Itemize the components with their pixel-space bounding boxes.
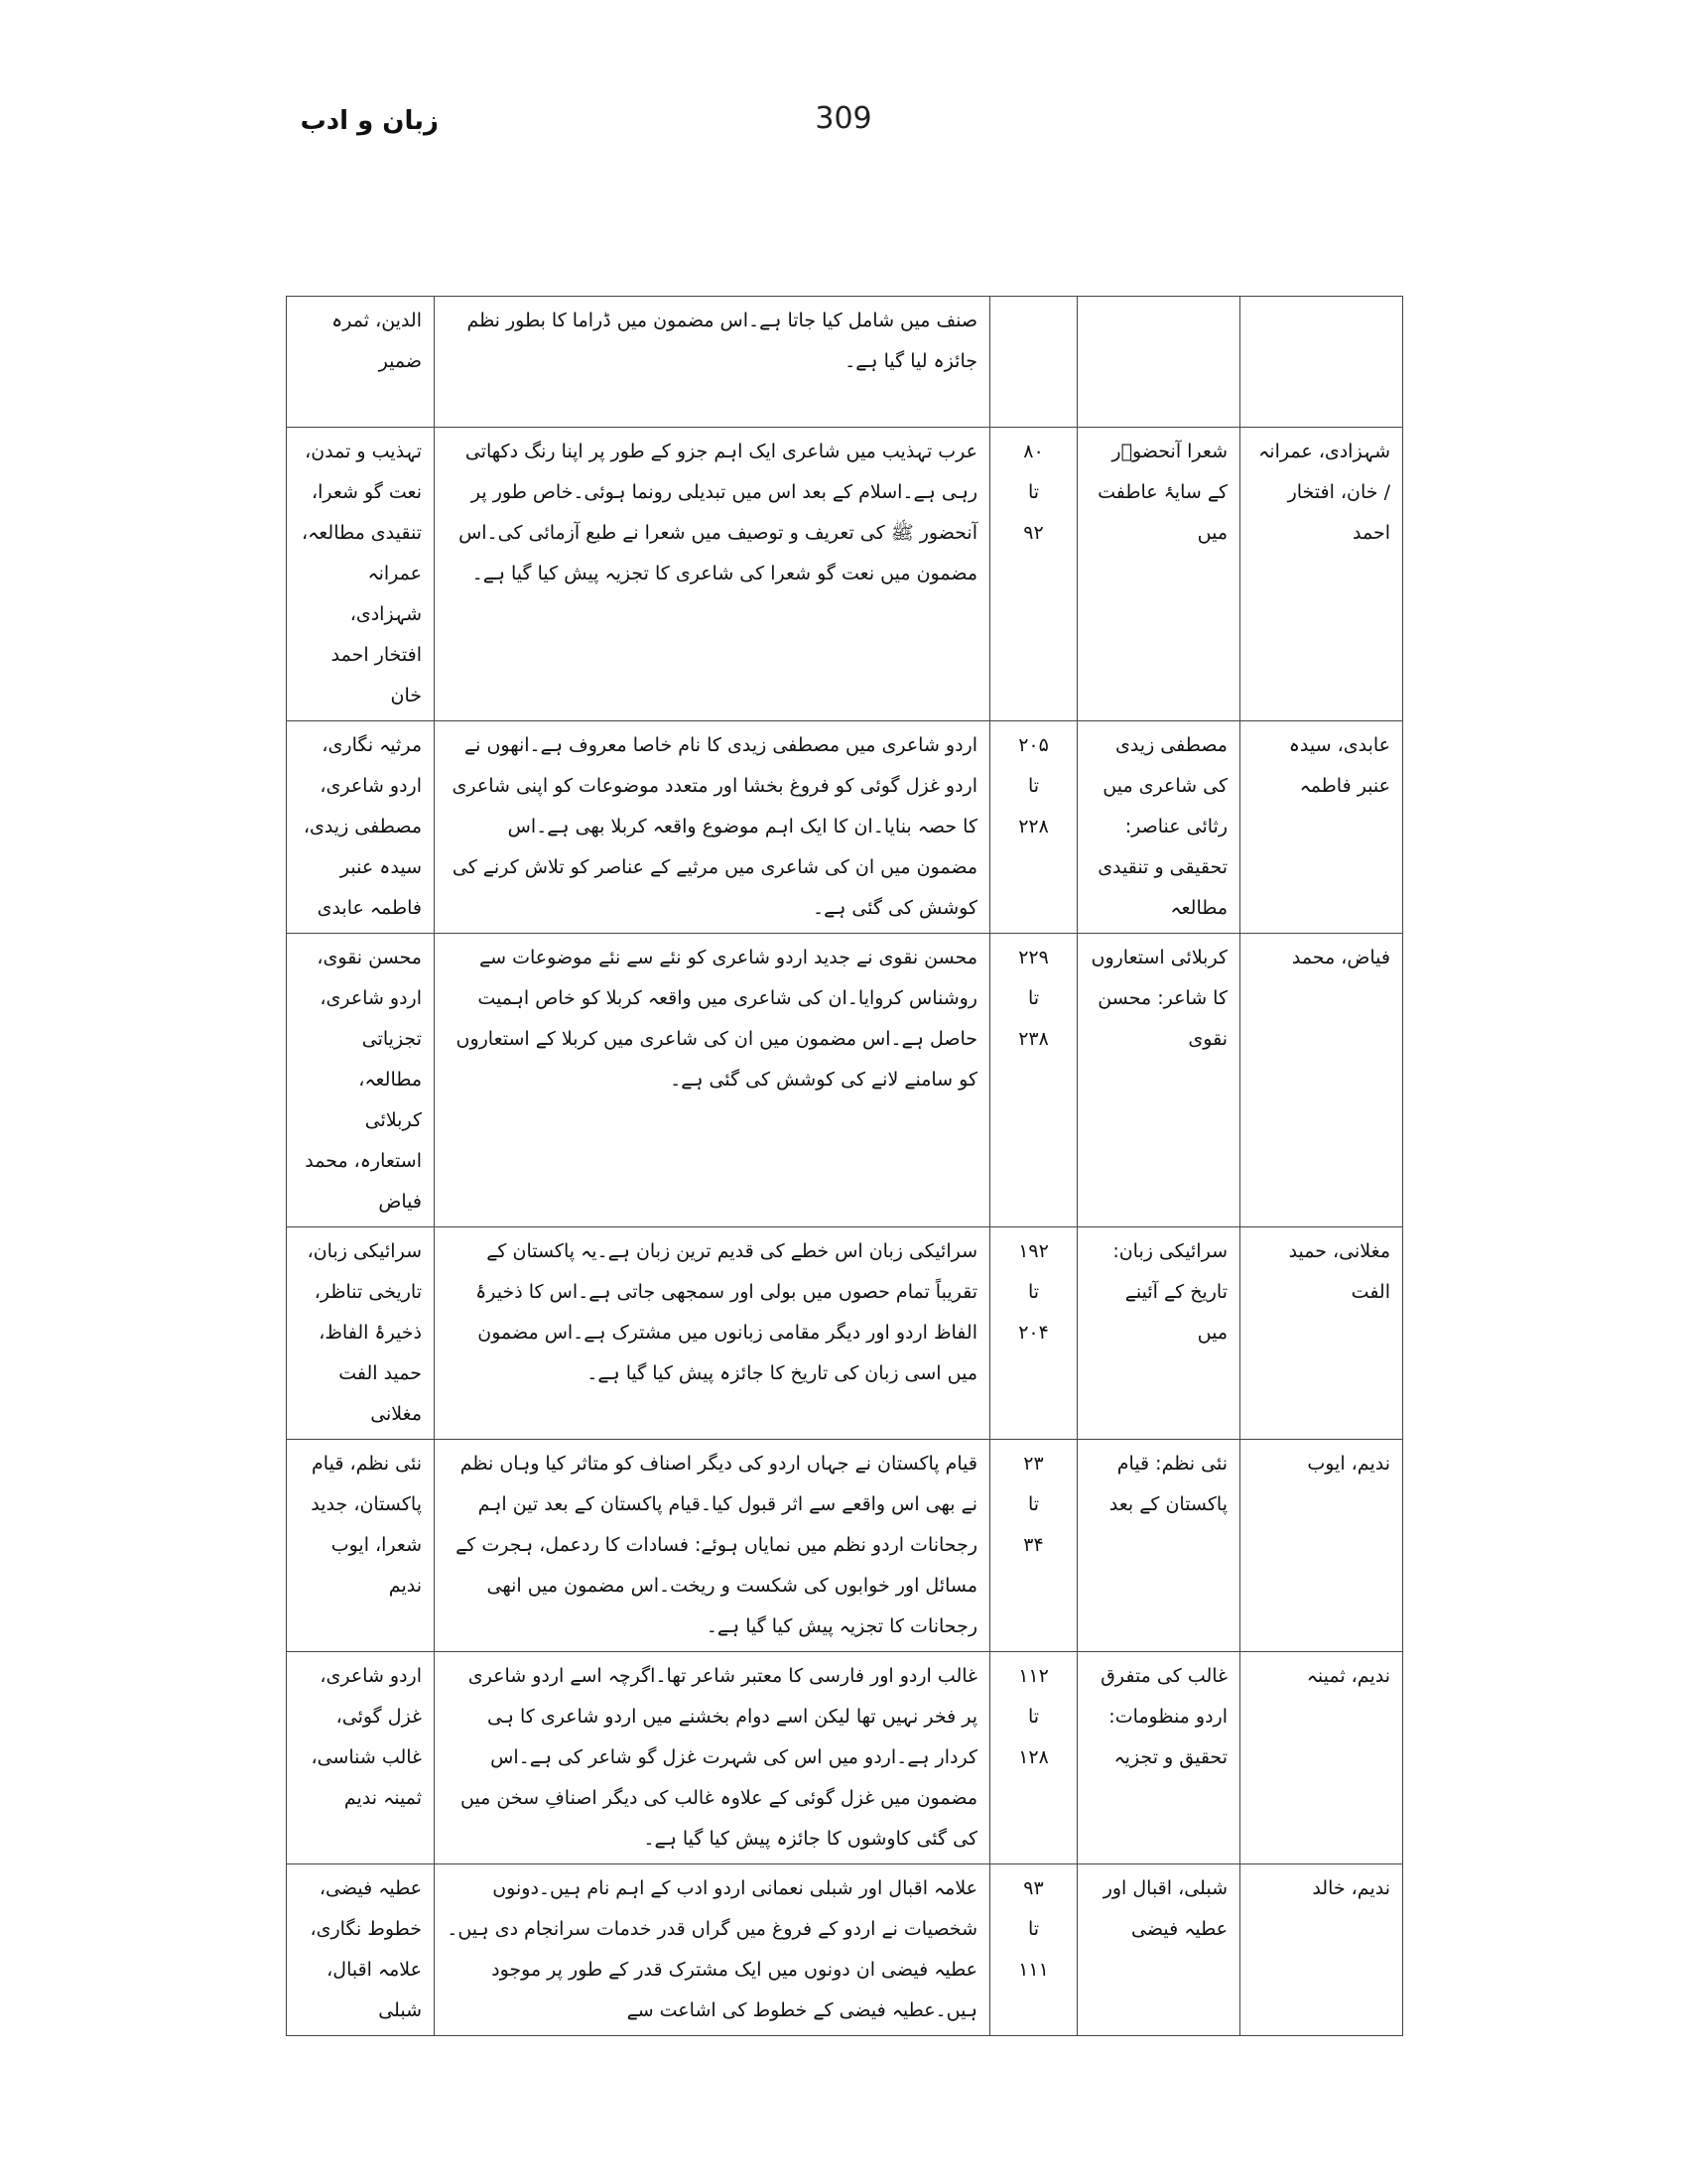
keywords-cell: الدین، ثمرہ ضمیر <box>287 297 435 428</box>
page-range-separator: تا <box>1027 775 1040 797</box>
keywords-cell: محسن نقوی، اردو شاعری، تجزیاتی مطالعہ، کربلائی استعارہ، محمد فیاض <box>287 934 435 1227</box>
page-range-separator: تا <box>1027 1281 1040 1303</box>
keywords-cell: عطیہ فیضی، خطوط نگاری، علامہ اقبال، شبلی <box>287 1864 435 2036</box>
title-cell <box>1078 297 1240 428</box>
keywords-cell: سرائیکی زبان، تاریخی تناظر، ذخیرۂ الفاظ، حمید الفت مغلانی <box>287 1227 435 1440</box>
pages-cell <box>990 297 1078 428</box>
author-cell: عابدی، سیدہ عنبر فاطمہ <box>1240 721 1403 934</box>
article-index-table <box>286 296 1403 2036</box>
table-row <box>287 297 1403 428</box>
page-end: ۲۳۸ <box>1018 1028 1049 1050</box>
page-range-separator <box>994 341 1073 382</box>
page-range-separator: تا <box>1027 1918 1040 1940</box>
page-range-separator: تا <box>1027 481 1040 503</box>
pages-cell <box>990 1440 1078 1652</box>
keywords-cell: اردو شاعری، غزل گوئی، غالب شناسی، ثمینہ ندیم <box>287 1652 435 1864</box>
page-start: ۲۰۵ <box>1018 734 1049 756</box>
pages-cell <box>990 1227 1078 1440</box>
title-cell: سرائیکی زبان: تاریخ کے آئینے میں <box>1078 1227 1240 1440</box>
table-row <box>287 1227 1403 1440</box>
title-cell: شعرا آنحضوؐر کے سایۂ عاطفت میں <box>1078 428 1240 721</box>
article-index-body <box>287 297 1403 2036</box>
page-end: ۱۲۸ <box>1018 1746 1049 1768</box>
page-range-separator: تا <box>1027 987 1040 1009</box>
title-cell: نئی نظم: قیام پاکستان کے بعد <box>1078 1440 1240 1652</box>
page-end <box>994 382 1073 423</box>
page-start: ۲۲۹ <box>1018 947 1049 968</box>
table-row <box>287 934 1403 1227</box>
journal-title: زبان و ادب <box>300 106 439 136</box>
title-cell: غالب کی متفرق اردو منظومات: تحقیق و تجزیہ <box>1078 1652 1240 1864</box>
page-end: ۲۰۴ <box>1018 1322 1049 1344</box>
keywords-cell: تہذیب و تمدن، نعت گو شعرا، تنقیدی مطالعہ، عمرانہ شہزادی، افتخار احمد خان <box>287 428 435 721</box>
table-row <box>287 1652 1403 1864</box>
page-start: ۱۹۲ <box>1018 1240 1049 1262</box>
page-end: ۱۱۱ <box>1018 1959 1049 1981</box>
keywords-cell: نئی نظم، قیام پاکستان، جدید شعرا، ایوب ندیم <box>287 1440 435 1652</box>
keywords-cell: مرثیہ نگاری، اردو شاعری، مصطفی زیدی، سیدہ عنبر فاطمہ عابدی <box>287 721 435 934</box>
pages-cell <box>990 1652 1078 1864</box>
author-cell: شہزادی، عمرانہ / خان، افتخار احمد <box>1240 428 1403 721</box>
table-row <box>287 721 1403 934</box>
pages-cell <box>990 934 1078 1227</box>
page-start: ۱۱۲ <box>1018 1665 1049 1687</box>
page-range-separator: تا <box>1027 1706 1040 1728</box>
pages-cell <box>990 428 1078 721</box>
pages-cell <box>990 1864 1078 2036</box>
table-row <box>287 1440 1403 1652</box>
author-cell: فیاض، محمد <box>1240 934 1403 1227</box>
page-end: ۳۴ <box>1023 1534 1044 1556</box>
page-end: ۲۲۸ <box>1018 816 1049 837</box>
table-row <box>287 1864 1403 2036</box>
abstract-cell: قیام پاکستان نے جہاں اردو کی دیگر اصناف کو متاثر کیا وہاں نظم نے بھی اس واقعے سے اثر قبول کیا۔قیام پاکستان کے بعد تین اہم رجحانات اردو نظم میں نمایاں ہوئے: فسادات کا ردعمل، ہجرت کے مسائل اور خوابوں کی شکست و ریخت۔اس مضمون میں انھی رجحانات کا تجزیہ پیش کیا گیا ہے۔ <box>435 1440 990 1652</box>
page-start: ۲۳ <box>1023 1453 1044 1475</box>
table-row <box>287 428 1403 721</box>
page-start: ۸۰ <box>1023 441 1044 462</box>
abstract-cell: غالب اردو اور فارسی کا معتبر شاعر تھا۔اگرچہ اسے اردو شاعری پر فخر نہیں تھا لیکن اسے دوام بخشنے میں اردو شاعری کا ہی کردار ہے۔اردو میں اس کی شہرت غزل گو شاعر کی ہے۔اس مضمون میں غزل گوئی کے علاوہ غالب کی دیگر اصنافِ سخن میں کی گئی کاوشوں کا جائزہ پیش کیا گیا ہے۔ <box>435 1652 990 1864</box>
page-range-separator: تا <box>1027 1493 1040 1515</box>
abstract-cell: اردو شاعری میں مصطفی زیدی کا نام خاصا معروف ہے۔انھوں نے اردو غزل گوئی کو فروغ بخشا اور متعدد موضوعات کو اپنی شاعری کا حصہ بنایا۔ان کا ایک اہم موضوع واقعہ کربلا بھی ہے۔اس مضمون میں ان کی شاعری میں مرثیے کے عناصر کو تلاش کرنے کی کوشش کی گئی ہے۔ <box>435 721 990 934</box>
author-cell: ندیم، ایوب <box>1240 1440 1403 1652</box>
page-end: ۹۲ <box>1023 522 1044 544</box>
title-cell: مصطفی زیدی کی شاعری میں رثائی عناصر: تحقیقی و تنقیدی مطالعہ <box>1078 721 1240 934</box>
abstract-cell: محسن نقوی نے جدید اردو شاعری کو نئے سے نئے موضوعات سے روشناس کروایا۔ان کی شاعری میں واقعہ کربلا کو خاص اہمیت حاصل ہے۔اس مضمون میں ان کی شاعری میں کربلا کے استعاروں کو سامنے لانے کی کوشش کی گئی ہے۔ <box>435 934 990 1227</box>
title-cell: کربلائی استعاروں کا شاعر: محسن نقوی <box>1078 934 1240 1227</box>
author-cell <box>1240 297 1403 428</box>
abstract-cell: سرائیکی زبان اس خطے کی قدیم ترین زبان ہے۔یہ پاکستان کے تقریباً تمام حصوں میں بولی اور سمجھی جاتی ہے۔اس کا ذخیرۂ الفاظ اردو اور دیگر مقامی زبانوں میں مشترک ہے۔اس مضمون میں اسی زبان کی تاریخ کا جائزہ پیش کیا گیا ہے۔ <box>435 1227 990 1440</box>
abstract-cell: عرب تہذیب میں شاعری ایک اہم جزو کے طور پر اپنا رنگ دکھاتی رہی ہے۔اسلام کے بعد اس میں تبدیلی رونما ہوئی۔خاص طور پر آنحضور ﷺ کی تعریف و توصیف میں شعرا نے طبع آزمائی کی۔اس مضمون میں نعت گو شعرا کی شاعری کا تجزیہ پیش کیا گیا ہے۔ <box>435 428 990 721</box>
author-cell: ندیم، خالد <box>1240 1864 1403 2036</box>
pages-cell <box>990 721 1078 934</box>
page-start <box>994 301 1073 341</box>
title-cell: شبلی، اقبال اور عطیہ فیضی <box>1078 1864 1240 2036</box>
page-number: 309 <box>815 101 872 136</box>
abstract-cell: علامہ اقبال اور شبلی نعمانی اردو ادب کے اہم نام ہیں۔دونوں شخصیات نے اردو کے فروغ میں گراں قدر خدمات سرانجام دی ہیں۔عطیہ فیضی ان دونوں میں ایک مشترک قدر کے طور پر موجود ہیں۔عطیہ فیضی کے خطوط کی اشاعت سے <box>435 1864 990 2036</box>
page-start: ۹۳ <box>1023 1877 1044 1899</box>
author-cell: مغلانی، حمید الفت <box>1240 1227 1403 1440</box>
author-cell: ندیم، ثمینہ <box>1240 1652 1403 1864</box>
abstract-cell: صنف میں شامل کیا جاتا ہے۔اس مضمون میں ڈراما کا بطور نظم جائزہ لیا گیا ہے۔ <box>435 297 990 428</box>
